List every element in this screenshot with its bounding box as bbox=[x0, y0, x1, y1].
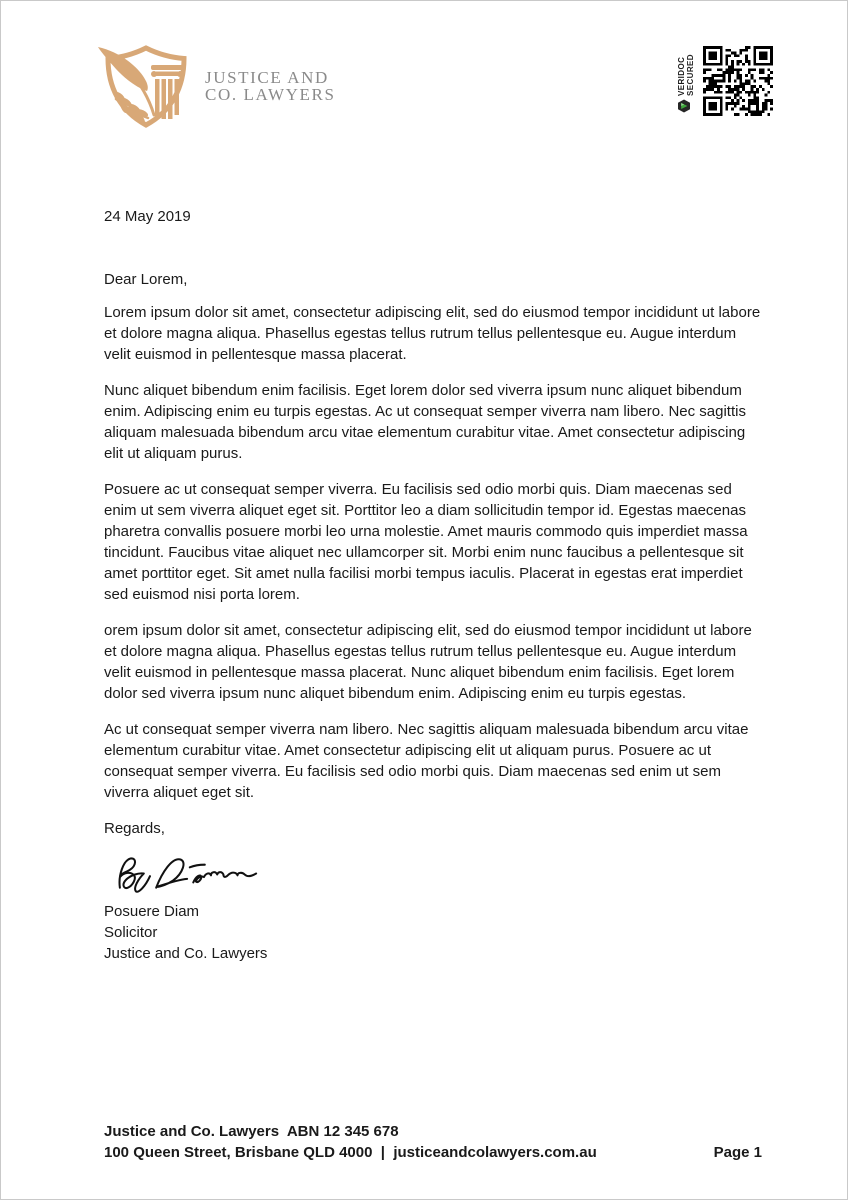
handwritten-signature bbox=[104, 847, 272, 893]
paragraph-1: Lorem ipsum dolor sit amet, consectetur adipiscing elit, sed do eiusmod tempor incididunt ut labore et dolore magna aliqua. Phasellus egestas tellus rutrum tellus pellentesque eu. Augue interdum velit euismod in pellentesque massa placerat. bbox=[104, 304, 761, 363]
paragraph-3: Posuere ac ut consequat semper viverra. Eu facilisis sed odio morbi quis. Diam maecenas sed enim ut sem viverra aliquet eget sit. Porttitor leo a diam sollicitudin tempor id. Egestas maecenas pharetra convallis posuere morbi leo urna molestie. Amet mauris commodo quis imperdiet massa tincidunt. Faucibus vitae aliquet nec ullamcorper sit. Morbi enim nunc faucibus a pellentesque sit amet porttitor eget. Sit amet nulla facilisi morbi tempus iaculis. Placerat in egestas erat imperdiet sed euismod nisi porta lorem. bbox=[104, 481, 748, 603]
footer-company-abn: Justice and Co. Lawyers ABN 12 345 678 bbox=[104, 1123, 399, 1140]
veridoc-hexagon-icon bbox=[677, 99, 691, 113]
paragraph-2: Nunc aliquet bibendum enim facilisis. Eget lorem dolor sed viverra ipsum nunc aliquet bibendum enim. Adipiscing enim eu turpis egestas. Ac ut consequat semper viverra nam libero. Nec sagittis aliquam malesuada bibendum arcu vitae elementum curabitur vitae. Amet consectetur adipiscing elit ut aliquam purus. bbox=[104, 382, 746, 462]
letter-content bbox=[104, 206, 764, 964]
signer-company: Justice and Co. Lawyers bbox=[104, 945, 268, 962]
signer-name: Posuere Diam bbox=[104, 903, 200, 920]
veridoc-secured-label bbox=[677, 46, 703, 96]
brand-wordmark bbox=[205, 69, 336, 103]
brand-name-line1: JUSTICE AND bbox=[205, 68, 329, 87]
letter-date: 24 May 2019 bbox=[104, 208, 191, 225]
brand-name-line2: CO. LAWYERS bbox=[205, 85, 336, 104]
footer-address-website: 100 Queen Street, Brisbane QLD 4000 | justiceandcolawyers.com.au bbox=[104, 1144, 597, 1161]
salutation: Dear Lorem, bbox=[104, 271, 188, 288]
page-footer bbox=[104, 1121, 764, 1163]
veridoc-label-line1: VERIDOC bbox=[677, 56, 686, 96]
signer-title: Solicitor bbox=[104, 924, 158, 941]
paragraph-4: orem ipsum dolor sit amet, consectetur adipiscing elit, sed do eiusmod tempor incididunt ut labore et dolore magna aliqua. Phasellus egestas tellus rutrum tellus pellentesque eu. Augue interdum velit euismod in pellentesque massa placerat. Nunc aliquet bibendum enim facilisis. Eget lorem dolor sed viverra ipsum nunc aliquet bibendum enim. Adipiscing enim eu turpis egestas. bbox=[104, 622, 752, 702]
veridoc-label-line2: SECURED bbox=[686, 54, 695, 96]
paragraph-5: Ac ut consequat semper viverra nam libero. Nec sagittis aliquam malesuada bibendum arcu vitae elementum curabitur vitae. Amet consectetur adipiscing elit ut aliquam purus. Posuere ac ut consequat semper viverra. Eu facilisis sed odio morbi quis. Diam maecenas sed enim ut sem viverra aliquet eget sit. bbox=[104, 721, 749, 801]
brand-logo-shield-icon bbox=[95, 43, 197, 129]
closing-regards: Regards, bbox=[104, 820, 165, 837]
qr-code bbox=[703, 46, 773, 116]
page-number: Page 1 bbox=[713, 1144, 762, 1161]
